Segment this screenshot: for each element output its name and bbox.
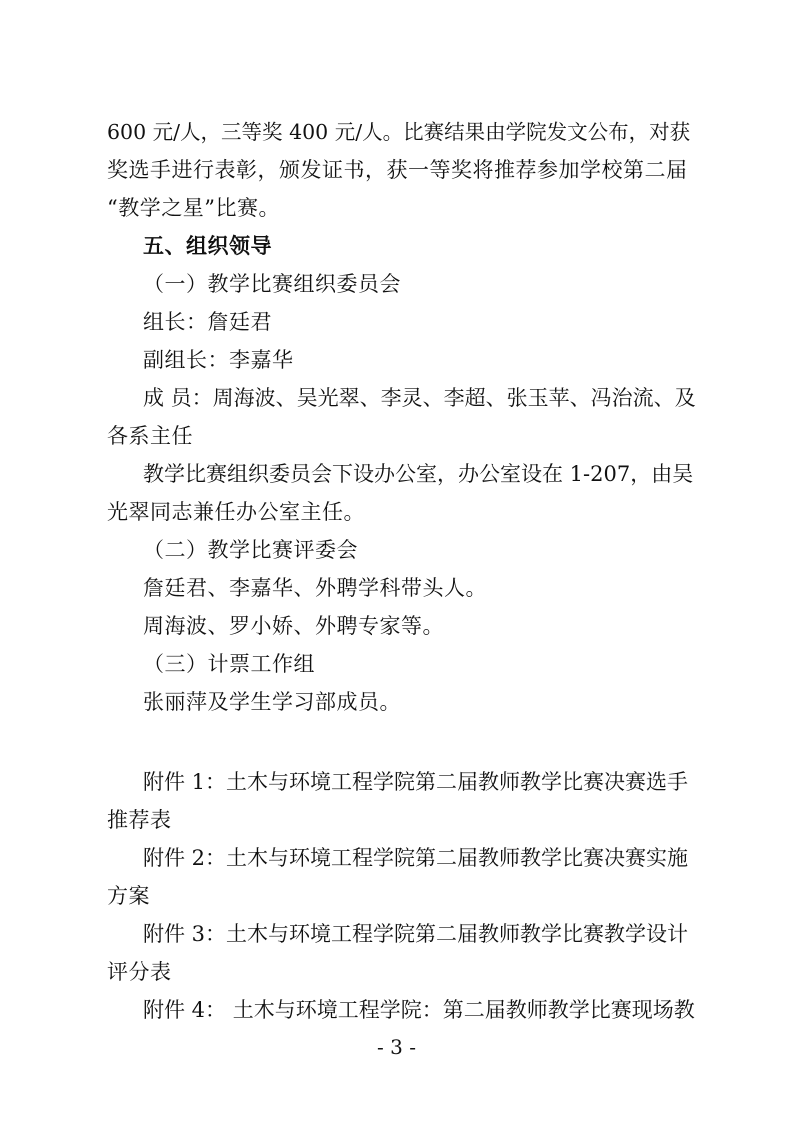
text-line: “教学之星”比赛。	[107, 196, 280, 220]
attachment-line: 附件 4： 土木与环境工程学院：第二届教师教学比赛现场教	[143, 998, 695, 1022]
text-line: 组长：詹廷君	[143, 310, 272, 334]
subsection-heading: （一）教学比赛组织委员会	[143, 272, 401, 296]
attachment-line: 附件 1：土木与环境工程学院第二届教师教学比赛决赛选手	[143, 770, 689, 794]
attachment-line: 附件 3：土木与环境工程学院第二届教师教学比赛教学设计	[143, 922, 689, 946]
text-line: 600 元/人，三等奖 400 元/人。比赛结果由学院发文公布，对获	[107, 120, 691, 144]
text-line: 詹廷君、李嘉华、外聘学科带头人。	[143, 576, 487, 600]
section-heading: 五、组织领导	[143, 234, 272, 258]
text-line: 教学比赛组织委员会下设办公室，办公室设在 1-207，由吴	[143, 462, 694, 486]
text-line: 光翠同志兼任办公室主任。	[107, 500, 365, 524]
text-line: 副组长：李嘉华	[143, 348, 294, 372]
text-line: 奖选手进行表彰，颁发证书，获一等奖将推荐参加学校第二届	[107, 158, 688, 182]
subsection-heading: （三）计票工作组	[143, 652, 315, 676]
subsection-heading: （二）教学比赛评委会	[143, 538, 358, 562]
text-line: 各系主任	[107, 424, 193, 448]
attachment-line: 推荐表	[107, 808, 172, 832]
attachment-line: 附件 2：土木与环境工程学院第二届教师教学比赛决赛实施	[143, 846, 689, 870]
page-number: - 3 -	[377, 1035, 416, 1059]
text-line: 成 员：周海波、吴光翠、李灵、李超、张玉苹、冯治流、及	[143, 386, 696, 410]
text-line: 张丽萍及学生学习部成员。	[143, 690, 401, 714]
attachment-line: 方案	[107, 884, 150, 908]
attachment-line: 评分表	[107, 960, 172, 984]
text-line: 周海波、罗小娇、外聘专家等。	[143, 614, 444, 638]
